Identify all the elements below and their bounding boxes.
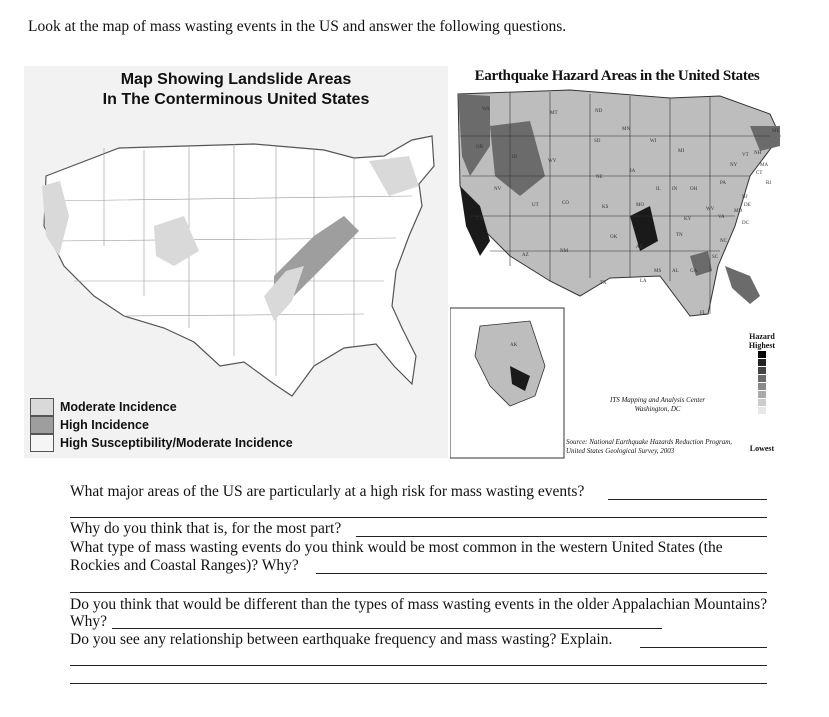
state-label-me: ME xyxy=(772,129,780,134)
hazard-swatch-1 xyxy=(758,351,766,358)
legend-label-susceptibility: High Susceptibility/Moderate Incidence xyxy=(60,436,293,450)
state-label-ms: MS xyxy=(654,269,662,274)
legend-row-moderate xyxy=(30,398,293,416)
answer-line-5a[interactable] xyxy=(640,647,767,648)
answer-line-1a[interactable] xyxy=(608,499,767,500)
legend-swatch-high xyxy=(30,416,54,434)
state-label-ny: NY xyxy=(730,163,738,168)
state-label-mo: MO xyxy=(636,203,645,208)
question-3-line2: Rockies and Coastal Ranges)? Why? xyxy=(70,557,299,574)
answer-line-3a[interactable] xyxy=(316,573,767,574)
state-label-ri: RI xyxy=(766,181,771,186)
question-1: What major areas of the US are particularly at a high risk for mass wasting events? xyxy=(70,483,585,500)
state-label-nh: NH xyxy=(754,151,762,156)
legend-swatch-susceptibility xyxy=(30,434,54,452)
source-credit-line2: United States Geological Survey, 2003 xyxy=(566,447,675,455)
its-credit-line2: Washington, DC xyxy=(634,405,681,413)
state-label-tn: TN xyxy=(676,233,683,238)
instructions-text: Look at the map of mass wasting events in the US and answer the following questions. xyxy=(28,18,567,35)
state-label-nv: NV xyxy=(494,187,502,192)
its-credit xyxy=(610,396,705,414)
state-label-wa: WA xyxy=(482,107,490,112)
hazard-swatch-5 xyxy=(758,383,766,390)
hazard-swatch-4 xyxy=(758,375,766,382)
hazard-legend-highest: Highest xyxy=(748,341,776,350)
state-label-ky: KY xyxy=(684,217,692,222)
state-label-co: CO xyxy=(562,201,569,206)
state-label-wy: WY xyxy=(548,159,557,164)
state-label-dc: DC xyxy=(742,221,749,226)
question-4-line1: Do you think that would be different than the types of mass wasting events in the older Appalachian Mountains? xyxy=(70,596,768,613)
state-label-ks: KS xyxy=(602,205,609,210)
landslide-title-line2: In The Conterminous United States xyxy=(102,91,370,108)
state-label-la: LA xyxy=(640,279,647,284)
state-label-md: MD xyxy=(734,209,743,214)
source-credit xyxy=(566,438,732,456)
state-label-ia: IA xyxy=(630,169,636,174)
state-label-al: AL xyxy=(672,269,679,274)
state-label-nc: NC xyxy=(720,239,727,244)
state-label-ut: UT xyxy=(532,203,539,208)
answer-line-3b[interactable] xyxy=(70,592,767,593)
state-label-ca: CA xyxy=(476,217,483,222)
question-4-line2: Why? xyxy=(70,613,108,630)
legend-swatch-moderate xyxy=(30,398,54,416)
state-label-fl: FL xyxy=(700,311,706,316)
state-label-il: IL xyxy=(656,187,661,192)
legend-row-high xyxy=(30,416,293,434)
state-label-ak: AK xyxy=(510,343,518,348)
state-label-tx: TX xyxy=(600,281,607,286)
legend-label-high: High Incidence xyxy=(60,418,149,432)
state-label-ar: AR xyxy=(636,245,643,250)
state-label-or: OR xyxy=(476,145,483,150)
hazard-swatch-8 xyxy=(758,407,766,414)
answer-line-5b[interactable] xyxy=(70,665,767,666)
answer-line-2[interactable] xyxy=(356,536,767,537)
question-3-line1: What type of mass wasting events do you think would be most common in the western United States (the xyxy=(70,539,723,556)
state-label-pa: PA xyxy=(720,181,726,186)
answer-line-1b[interactable] xyxy=(70,517,767,518)
state-label-sd: SD xyxy=(594,139,601,144)
hazard-legend-lowest: Lowest xyxy=(749,444,775,453)
state-label-mt: MT xyxy=(550,111,558,116)
legend-label-moderate: Moderate Incidence xyxy=(60,400,177,414)
state-label-ne: NE xyxy=(596,175,603,180)
hazard-legend-title: Hazard xyxy=(749,332,775,341)
state-label-ga: GA xyxy=(690,269,698,274)
hazard-swatch-2 xyxy=(758,359,766,366)
state-label-wi: WI xyxy=(650,139,657,144)
earthquake-map xyxy=(450,66,784,460)
hazard-swatch-3 xyxy=(758,367,766,374)
state-label-mn: MN xyxy=(622,127,631,132)
state-label-in: IN xyxy=(672,187,678,192)
hazard-swatch-6 xyxy=(758,391,766,398)
state-label-va: VA xyxy=(718,215,725,220)
state-label-nd: ND xyxy=(595,109,603,114)
landslide-title-line1: Map Showing Landslide Areas xyxy=(120,71,352,88)
hazard-swatch-7 xyxy=(758,399,766,406)
state-label-sc: SC xyxy=(712,255,719,260)
earthquake-map-title: Earthquake Hazard Areas in the United States xyxy=(474,68,760,84)
answer-line-4[interactable] xyxy=(112,628,662,629)
state-label-id: ID xyxy=(512,155,518,160)
state-label-de: DE xyxy=(744,203,751,208)
landslide-map xyxy=(24,66,448,458)
state-label-vt: VT xyxy=(742,153,749,158)
state-label-ma: MA xyxy=(760,163,769,168)
state-label-nj: NJ xyxy=(742,195,748,200)
hazard-legend xyxy=(742,332,782,453)
legend-row-susceptibility xyxy=(30,434,293,452)
source-credit-line1: Source: National Earthquake Hazards Reduction Program, xyxy=(566,438,733,446)
state-label-ok: OK xyxy=(610,235,618,240)
state-label-wv: WV xyxy=(706,207,715,212)
answer-line-5c[interactable] xyxy=(70,683,767,684)
landslide-legend xyxy=(30,398,293,452)
question-2: Why do you think that is, for the most part? xyxy=(70,520,342,537)
state-label-az: AZ xyxy=(522,253,529,258)
state-label-mi: MI xyxy=(678,149,685,154)
question-5: Do you see any relationship between earthquake frequency and mass wasting? Explain. xyxy=(70,631,613,648)
state-label-nm: NM xyxy=(560,249,569,254)
state-label-oh: OH xyxy=(690,187,698,192)
state-label-ct: CT xyxy=(756,171,763,176)
its-credit-line1: ITS Mapping and Analysis Center xyxy=(610,396,706,404)
